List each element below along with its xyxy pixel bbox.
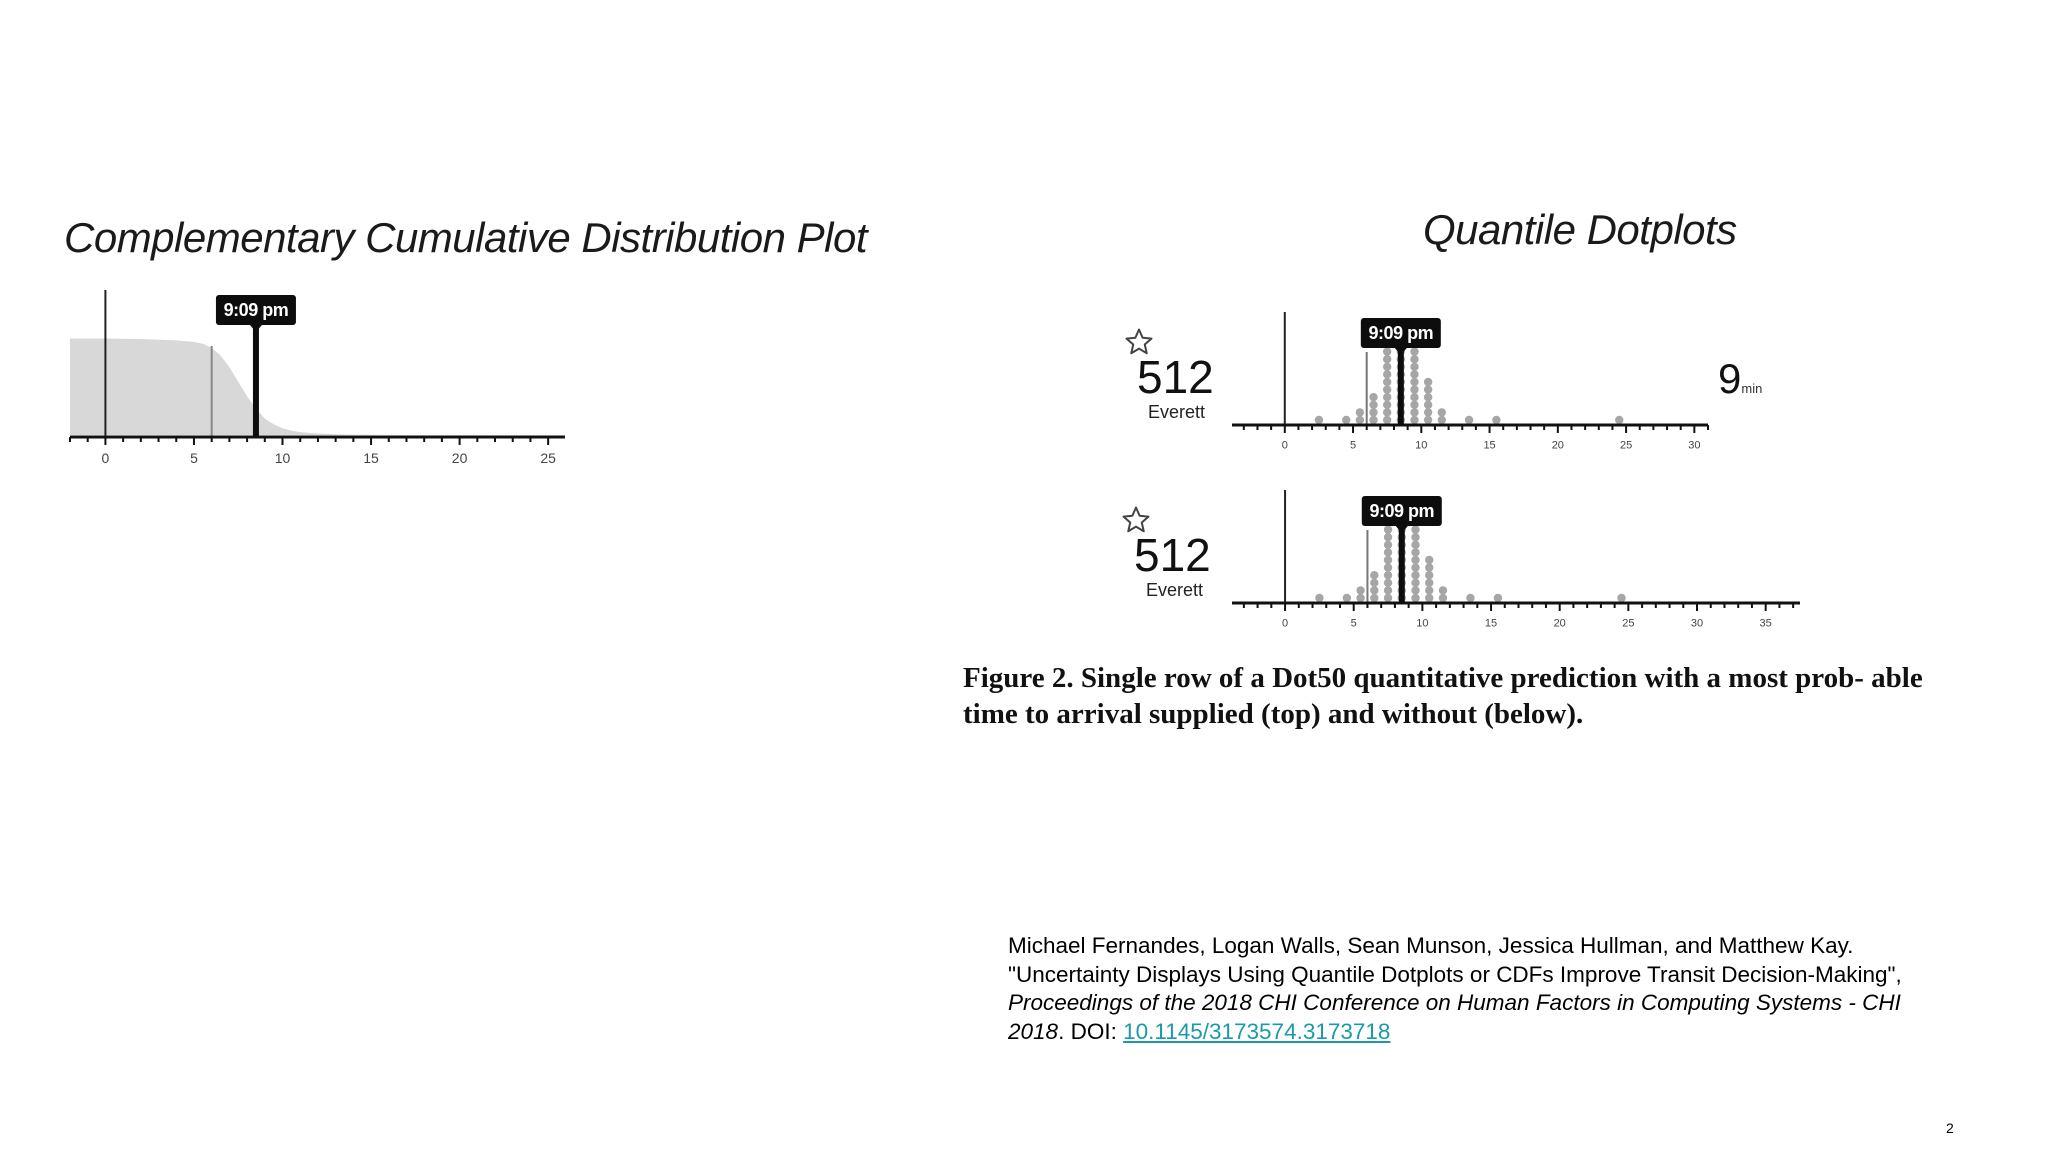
quantile-dot [1384, 533, 1392, 541]
x-tick-label: 25 [1619, 439, 1633, 452]
citation [1008, 932, 1908, 1046]
quantile-dot [1384, 563, 1392, 571]
quantile-dot [1356, 416, 1364, 424]
quantile-dot [1370, 579, 1378, 587]
quantile-dot [1384, 525, 1392, 533]
quantile-dot [1383, 363, 1391, 371]
quantile-dot [1424, 408, 1432, 416]
quantile-dot [1369, 393, 1377, 401]
x-tick-label: 10 [274, 449, 291, 466]
x-tick-label: 0 [1281, 439, 1288, 452]
quantile-dot [1411, 586, 1419, 594]
quantile-dot [1411, 556, 1419, 564]
doi-link[interactable]: 10.1145/3173574.3173718 [1123, 1018, 1391, 1044]
quantile-dot [1424, 401, 1432, 409]
quantile-dot [1466, 594, 1474, 602]
x-tick-label: 15 [1484, 617, 1498, 630]
quantile-dot [1343, 594, 1351, 602]
quantile-dot [1383, 347, 1391, 355]
ccdf-title: Complementary Cumulative Distribution Plot [64, 214, 867, 261]
quantile-dot [1424, 393, 1432, 401]
x-tick-label: 5 [1349, 439, 1357, 452]
time-marker-label: 9:09 pm [1369, 501, 1435, 521]
x-tick-label: 10 [1415, 439, 1428, 452]
quantile-dot [1492, 416, 1500, 424]
route-destination: Everett [1146, 580, 1204, 600]
ccdf-chart [60, 280, 620, 480]
quantile-dot [1383, 401, 1391, 409]
quantile-dot [1411, 579, 1419, 587]
quantile-dot [1411, 548, 1419, 556]
quantile-dot [1383, 393, 1391, 401]
time-marker-pointer [1395, 348, 1407, 355]
quantile-dot [1615, 416, 1623, 424]
quantile-dot [1438, 416, 1446, 424]
quantile-dot [1356, 594, 1364, 602]
quantile-dot [1370, 571, 1378, 579]
quantile-dot [1410, 408, 1418, 416]
quantile-dot [1383, 385, 1391, 393]
quantile-dot [1384, 579, 1392, 587]
quantile-dot [1383, 378, 1391, 386]
quantile-dot [1369, 408, 1377, 416]
x-tick-label: 20 [451, 449, 468, 466]
ccdf-area [70, 339, 407, 436]
time-marker-pointer [250, 325, 262, 332]
time-marker-label: 9:09 pm [1368, 323, 1434, 343]
citation-venue: Proceedings of the 2018 CHI Conference on Human Factors in Computing Systems - CHI 2018 [1008, 990, 1901, 1044]
quantile-dot [1342, 416, 1350, 424]
most-probable-value [1718, 355, 1762, 403]
x-tick-label: 30 [1688, 439, 1701, 452]
citation-authors: Michael Fernandes, Logan Walls, Sean Munson, Jessica Hullman, and Matthew Kay. [1008, 933, 1854, 958]
quantile-dot [1438, 408, 1446, 416]
x-tick-label: 30 [1690, 617, 1704, 630]
x-tick-label: 15 [363, 449, 379, 466]
quantile-dot [1410, 347, 1418, 355]
quantile-dot [1410, 378, 1418, 386]
x-tick-label: 20 [1551, 439, 1564, 452]
quantile-dot [1411, 533, 1419, 541]
figure-label: Figure 2. [963, 662, 1074, 694]
dotplot-top [1230, 300, 1750, 470]
quantile-dot [1356, 408, 1364, 416]
quantile-dot [1383, 408, 1391, 416]
quantile-dot [1384, 556, 1392, 564]
quantile-dot [1384, 586, 1392, 594]
quantile-dot [1384, 541, 1392, 549]
quantile-dot [1410, 355, 1418, 363]
quantile-dot [1410, 385, 1418, 393]
quantile-dot [1465, 416, 1473, 424]
most-probable-number: 9 [1718, 355, 1742, 402]
quantile-dot [1425, 579, 1433, 587]
dotplot-bottom [1230, 478, 1830, 648]
quantile-dot [1369, 416, 1377, 424]
quantile-dot [1315, 416, 1323, 424]
quantile-dot [1439, 586, 1447, 594]
quantile-dot [1383, 370, 1391, 378]
quantile-dot [1383, 416, 1391, 424]
quantile-dot [1425, 563, 1433, 571]
x-tick-label: 15 [1483, 439, 1496, 452]
route-destination: Everett [1148, 402, 1206, 422]
citation-title: "Uncertainty Displays Using Quantile Dotplots or CDFs Improve Transit Decision-Making", [1008, 961, 1902, 987]
quantile-dot [1439, 594, 1447, 602]
x-tick-label: 35 [1759, 617, 1772, 630]
route-number: 512 [1134, 529, 1211, 581]
x-tick-label: 25 [540, 449, 556, 466]
quantile-dot [1425, 586, 1433, 594]
quantile-dot [1315, 594, 1323, 602]
quantile-dot [1383, 355, 1391, 363]
figure-caption [963, 660, 1963, 732]
quantile-dot [1411, 541, 1419, 549]
quantile-dot [1410, 363, 1418, 371]
x-tick-label: 10 [1416, 617, 1429, 630]
quantile-dot [1424, 385, 1432, 393]
quantile-dot [1425, 594, 1433, 602]
quantile-dot [1424, 378, 1432, 386]
quantile-dot [1410, 416, 1418, 424]
quantile-dot [1425, 571, 1433, 579]
quantile-dot [1411, 525, 1419, 533]
quantile-dot [1356, 586, 1364, 594]
quantile-dot [1384, 594, 1392, 602]
x-tick-label: 5 [190, 449, 198, 466]
quantile-dot [1411, 571, 1419, 579]
quantile-dot [1369, 401, 1377, 409]
quantile-dot [1370, 586, 1378, 594]
x-tick-label: 0 [1281, 617, 1289, 630]
quantile-dot [1384, 548, 1392, 556]
quantile-dot [1370, 594, 1378, 602]
quantile-dot [1410, 401, 1418, 409]
page-number: 2 [1946, 1120, 1954, 1136]
dotplots-title: Quantile Dotplots [1423, 206, 1737, 253]
x-tick-label: 5 [1350, 617, 1357, 630]
quantile-dot [1411, 594, 1419, 602]
x-tick-label: 20 [1553, 617, 1566, 630]
quantile-dot [1494, 594, 1502, 602]
x-tick-label: 0 [101, 449, 110, 466]
quantile-dot [1424, 416, 1432, 424]
quantile-dot [1410, 370, 1418, 378]
figure-text: Single row of a Dot50 quantitative prediction with a most prob- able time to arrival supplied (top) and without (below). [963, 662, 1923, 730]
route-number: 512 [1137, 351, 1214, 403]
quantile-dot [1411, 563, 1419, 571]
x-tick-label: 25 [1622, 617, 1635, 630]
most-probable-unit: min [1741, 381, 1763, 396]
citation-doi-prefix: . DOI: [1058, 1018, 1124, 1044]
time-marker-pointer [1396, 526, 1408, 533]
time-marker-label: 9:09 pm [223, 300, 289, 320]
quantile-dot [1425, 556, 1433, 564]
quantile-dot [1410, 393, 1418, 401]
quantile-dot [1384, 571, 1392, 579]
quantile-dot [1617, 594, 1625, 602]
